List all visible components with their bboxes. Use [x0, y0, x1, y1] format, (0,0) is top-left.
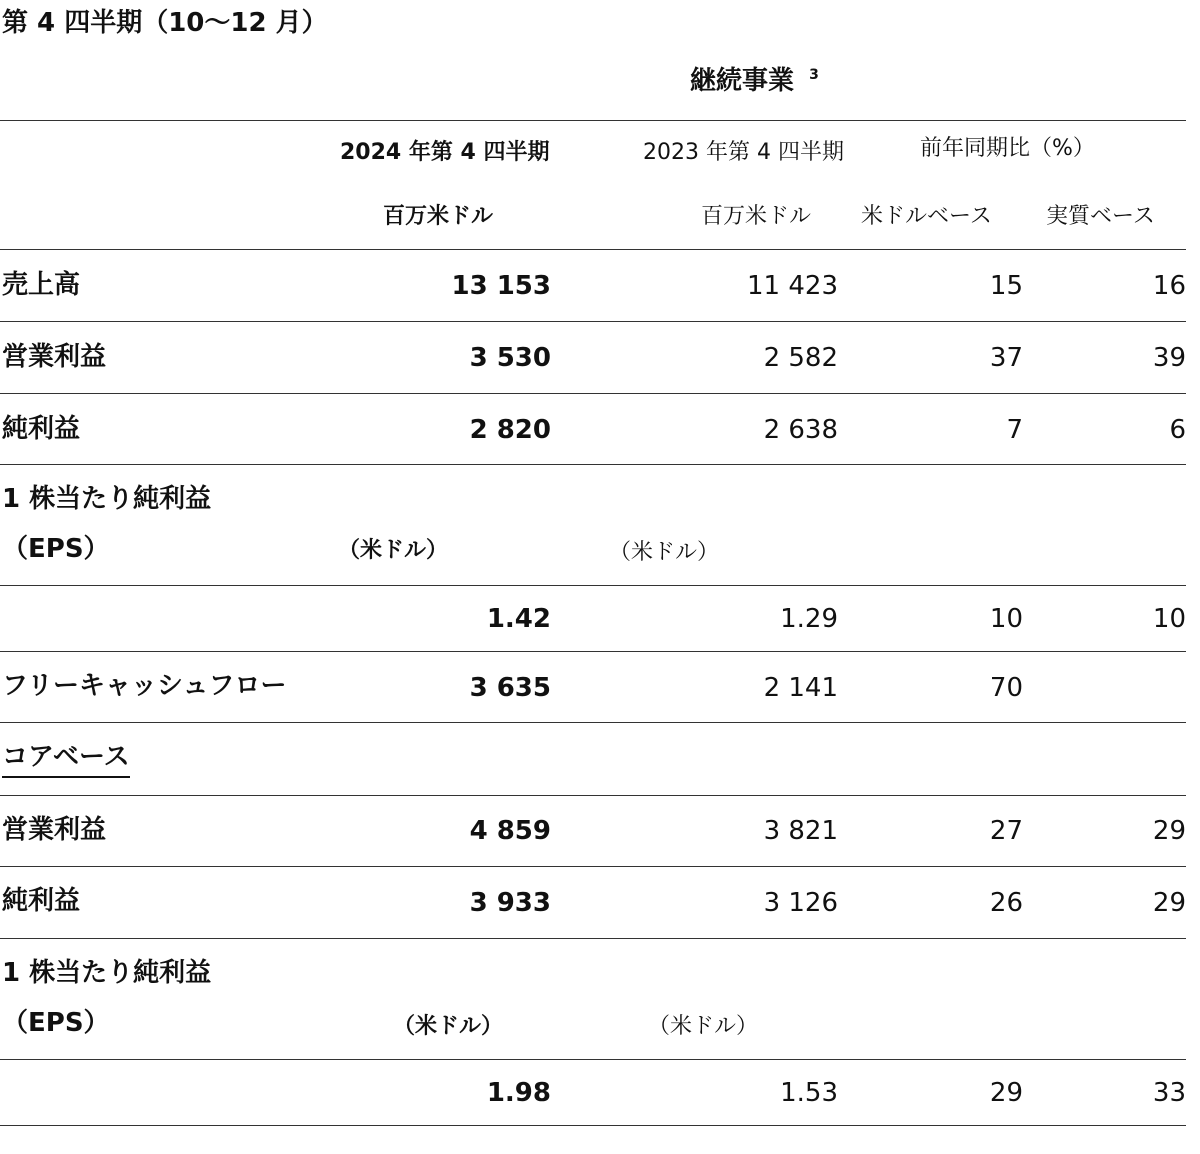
- cell-2024: 1.42: [486, 604, 551, 634]
- row-label-core-eps-line1: 1 株当たり純利益: [2, 958, 212, 988]
- cell-usd-change: 7: [1006, 415, 1023, 445]
- divider: [0, 1059, 1186, 1060]
- divider: [0, 120, 1186, 121]
- cell-2023: 2 582: [763, 343, 838, 373]
- change-group-header: 前年同期比（%）: [920, 136, 1095, 161]
- divider: [0, 585, 1186, 586]
- row-label-free-cash-flow: フリーキャッシュフロー: [2, 671, 287, 701]
- cell-real-change: 33: [1152, 1078, 1186, 1108]
- cell-2024: 1.98: [486, 1078, 551, 1108]
- eps-unit-2023: （米ドル）: [609, 540, 720, 565]
- cell-2024: 13 153: [451, 271, 551, 301]
- divider: [0, 651, 1186, 652]
- cell-2024: 3 635: [469, 673, 551, 703]
- eps-unit-2024: （米ドル）: [338, 538, 449, 563]
- row-label-revenue: 売上高: [2, 270, 81, 300]
- row-label-eps-line2: （EPS）: [2, 534, 110, 564]
- cell-2023: 2 638: [763, 415, 838, 445]
- cell-real-change: 39: [1152, 343, 1186, 373]
- cell-2023: 1.53: [780, 1078, 838, 1108]
- row-label-core-net-income: 純利益: [2, 886, 81, 916]
- cell-2023: 11 423: [747, 271, 838, 301]
- cell-real-change: 29: [1152, 816, 1186, 846]
- core-eps-unit-2023: （米ドル）: [648, 1014, 759, 1039]
- divider: [0, 722, 1186, 723]
- cell-usd-change: 37: [989, 343, 1023, 373]
- divider: [0, 795, 1186, 796]
- cell-2024: 3 933: [469, 888, 551, 918]
- page-title: 第 4 四半期（10〜12 月）: [2, 8, 328, 38]
- section-header: [690, 68, 819, 94]
- row-label-eps-line1: 1 株当たり純利益: [2, 484, 212, 514]
- cell-real-change: 6: [1169, 415, 1186, 445]
- section-header-label: 継続事業: [690, 66, 795, 96]
- core-eps-unit-2024: （米ドル）: [393, 1014, 504, 1039]
- cell-usd-change: 15: [989, 271, 1023, 301]
- divider: [0, 1125, 1186, 1126]
- col4-unit-header: 実質ベース: [1046, 204, 1155, 229]
- cell-2023: 2 141: [763, 673, 838, 703]
- divider: [0, 938, 1186, 939]
- cell-2023: 1.29: [780, 604, 838, 634]
- cell-usd-change: 29: [989, 1078, 1023, 1108]
- row-label-core-operating-income: 営業利益: [2, 815, 107, 845]
- row-label-operating-income: 営業利益: [2, 342, 107, 372]
- divider: [0, 393, 1186, 394]
- cell-2023: 3 821: [763, 816, 838, 846]
- divider: [0, 249, 1186, 250]
- col3-unit-header: 米ドルベース: [861, 204, 992, 229]
- cell-usd-change: 26: [989, 888, 1023, 918]
- cell-real-change: 16: [1152, 271, 1186, 301]
- cell-real-change: 10: [1152, 604, 1186, 634]
- divider: [0, 866, 1186, 867]
- col2-unit-header: 百万米ドル: [701, 204, 812, 229]
- col1-period-header: 2024 年第 4 四半期: [340, 140, 550, 165]
- section-header-superscript: 3: [809, 67, 819, 83]
- cell-2024: 2 820: [469, 415, 551, 445]
- col1-unit-header: 百万米ドル: [383, 204, 494, 229]
- cell-2024: 3 530: [469, 343, 551, 373]
- divider: [0, 464, 1186, 465]
- row-label-core-eps-line2: （EPS）: [2, 1008, 110, 1038]
- col2-period-header: 2023 年第 4 四半期: [643, 140, 844, 165]
- cell-2023: 3 126: [763, 888, 838, 918]
- cell-usd-change: 10: [989, 604, 1023, 634]
- row-label-net-income: 純利益: [2, 414, 81, 444]
- cell-usd-change: 70: [989, 673, 1023, 703]
- cell-2024: 4 859: [469, 816, 551, 846]
- cell-usd-change: 27: [989, 816, 1023, 846]
- divider: [0, 321, 1186, 322]
- core-section-title: コアベース: [2, 744, 130, 778]
- cell-real-change: 29: [1152, 888, 1186, 918]
